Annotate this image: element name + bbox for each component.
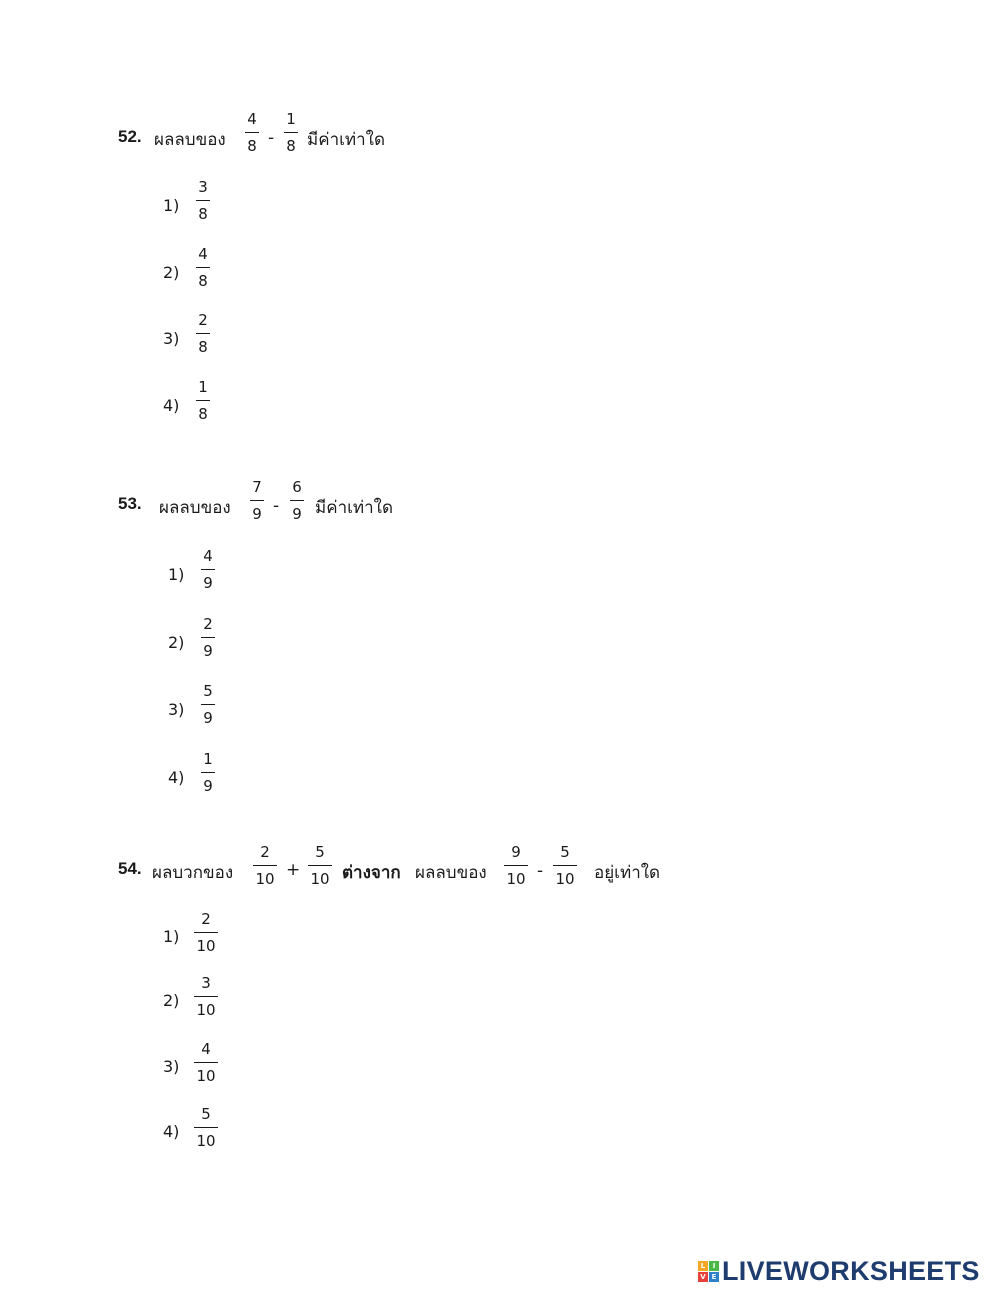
- option-fraction: [194, 1107, 218, 1149]
- numerator: 4: [203, 547, 213, 565]
- logo-tile: E: [709, 1272, 719, 1282]
- operator: +: [286, 860, 301, 880]
- fraction: [250, 480, 264, 522]
- option-label: 1): [163, 927, 180, 946]
- option-fraction: [196, 380, 210, 422]
- denominator: 8: [198, 272, 208, 291]
- denominator: 8: [286, 137, 296, 156]
- numerator: 5: [201, 1105, 211, 1123]
- question-prompt: ผลลบของ: [154, 130, 226, 150]
- fraction: [308, 845, 332, 887]
- denominator: 9: [203, 642, 213, 661]
- denominator: 9: [203, 777, 213, 796]
- question-suffix: อยู่เท่าใด: [594, 863, 661, 883]
- denominator: 8: [198, 405, 208, 424]
- denominator: 10: [196, 1067, 216, 1086]
- numerator: 3: [198, 178, 208, 196]
- option-fraction: [196, 313, 210, 355]
- option-label: 4): [163, 1122, 180, 1141]
- question-suffix: มีค่าเท่าใด: [315, 498, 394, 518]
- operator: -: [268, 128, 275, 148]
- numerator: 4: [198, 245, 208, 263]
- option-label: 2): [163, 991, 180, 1010]
- option-fraction: [194, 976, 218, 1018]
- logo-tile: I: [709, 1261, 719, 1271]
- denominator: 10: [555, 870, 575, 889]
- option-label: 2): [168, 633, 185, 652]
- question-prompt: ผลบวกของ: [152, 863, 234, 883]
- numerator: 1: [286, 110, 296, 128]
- numerator: 2: [201, 910, 211, 928]
- question-number: 54.: [118, 859, 142, 878]
- denominator: 8: [198, 338, 208, 357]
- fraction: [284, 112, 298, 154]
- logo-text: LIVEWORKSHEETS: [722, 1256, 980, 1286]
- logo-tile: L: [698, 1261, 708, 1271]
- option-label: 1): [168, 565, 185, 584]
- denominator: 8: [247, 137, 257, 156]
- denominator: 10: [196, 1132, 216, 1151]
- question-connector: ผลลบของ: [415, 863, 487, 883]
- logo-tiles: [698, 1261, 719, 1282]
- option-fraction: [201, 684, 215, 726]
- option-fraction: [201, 617, 215, 659]
- option-label: 1): [163, 196, 180, 215]
- denominator: 9: [292, 505, 302, 524]
- numerator: 5: [203, 682, 213, 700]
- question-connector-bold: ต่างจาก: [342, 863, 401, 883]
- fraction: [504, 845, 528, 887]
- option-fraction: [196, 180, 210, 222]
- denominator: 9: [203, 574, 213, 593]
- denominator: 9: [203, 709, 213, 728]
- numerator: 7: [252, 478, 262, 496]
- numerator: 2: [203, 615, 213, 633]
- denominator: 8: [198, 205, 208, 224]
- fraction: [553, 845, 577, 887]
- numerator: 9: [511, 843, 521, 861]
- option-fraction: [194, 1042, 218, 1084]
- numerator: 2: [260, 843, 270, 861]
- operator: -: [537, 861, 544, 881]
- fraction: [253, 845, 277, 887]
- liveworksheets-logo: [698, 1256, 980, 1287]
- denominator: 10: [196, 937, 216, 956]
- numerator: 5: [560, 843, 570, 861]
- denominator: 10: [506, 870, 526, 889]
- numerator: 4: [247, 110, 257, 128]
- question-suffix: มีค่าเท่าใด: [307, 130, 386, 150]
- operator: -: [273, 496, 280, 516]
- question-number: 53.: [118, 494, 142, 513]
- option-fraction: [196, 247, 210, 289]
- denominator: 10: [196, 1001, 216, 1020]
- numerator: 5: [315, 843, 325, 861]
- option-label: 3): [168, 700, 185, 719]
- option-fraction: [194, 912, 218, 954]
- denominator: 10: [255, 870, 275, 889]
- question-number: 52.: [118, 127, 142, 146]
- numerator: 3: [201, 974, 211, 992]
- logo-tile: V: [698, 1272, 708, 1282]
- option-label: 4): [163, 396, 180, 415]
- denominator: 10: [310, 870, 330, 889]
- numerator: 6: [292, 478, 302, 496]
- option-fraction: [201, 549, 215, 591]
- option-label: 4): [168, 768, 185, 787]
- fraction: [290, 480, 304, 522]
- option-label: 3): [163, 329, 180, 348]
- option-label: 3): [163, 1057, 180, 1076]
- denominator: 9: [252, 505, 262, 524]
- numerator: 1: [203, 750, 213, 768]
- numerator: 2: [198, 311, 208, 329]
- option-fraction: [201, 752, 215, 794]
- numerator: 1: [198, 378, 208, 396]
- question-prompt: ผลลบของ: [159, 498, 231, 518]
- numerator: 4: [201, 1040, 211, 1058]
- option-label: 2): [163, 263, 180, 282]
- fraction: [245, 112, 259, 154]
